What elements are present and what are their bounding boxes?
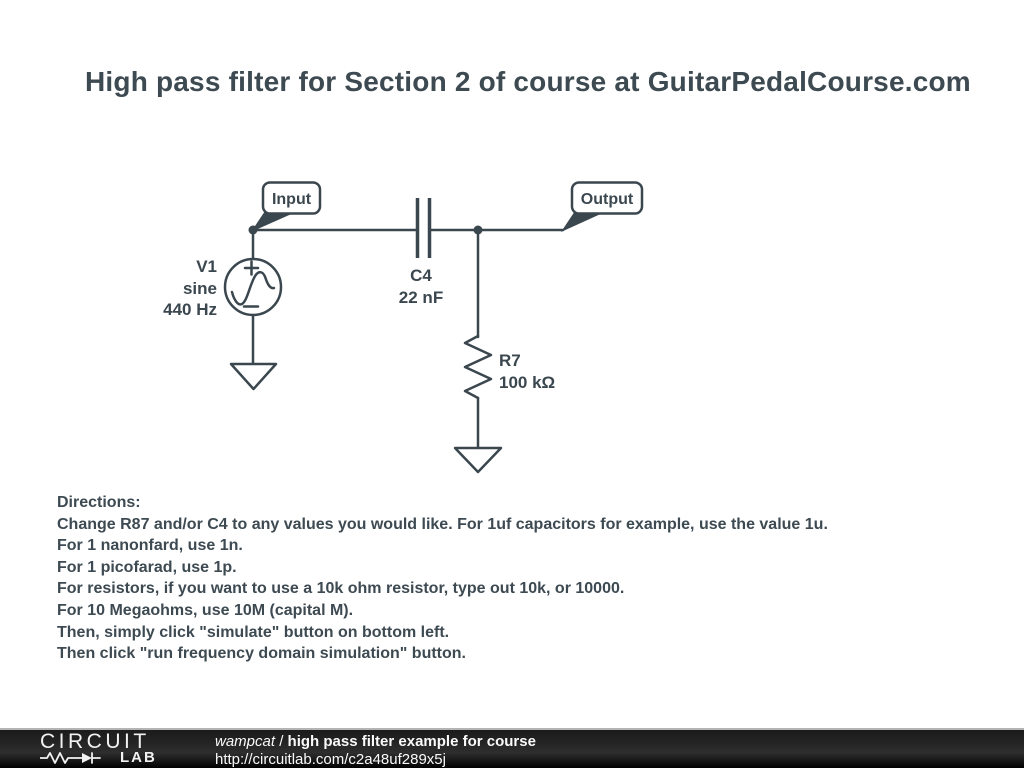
node-dot-output <box>474 226 483 235</box>
directions-line: Change R87 and/or C4 to any values you would like. For 1uf capacitors for example, use the value 1u. <box>57 515 828 533</box>
directions-line: Then, simply click "simulate" button on bottom left. <box>57 623 450 641</box>
resistor-value: 100 kΩ <box>499 373 556 392</box>
directions-line: For 1 nanonfard, use 1n. <box>57 537 243 555</box>
voltage-source-v1 <box>163 230 281 364</box>
source-frequency: 440 Hz <box>163 300 217 319</box>
directions-line: For 1 picofarad, use 1p. <box>57 558 237 576</box>
ground-icon-right <box>455 448 501 472</box>
footer-project-line <box>215 733 536 751</box>
resistor-r7 <box>465 230 555 448</box>
capacitor-value: 22 nF <box>398 288 444 307</box>
footer-bar <box>0 728 1024 768</box>
capacitor-c4 <box>399 198 443 307</box>
output-flag-label: Output <box>580 191 634 208</box>
input-flag <box>251 183 320 233</box>
ground-icon-left <box>231 364 276 389</box>
footer-text <box>215 733 536 768</box>
footer-url: http://circuitlab.com/c2a48uf289x5j <box>215 750 446 768</box>
source-waveform: sine <box>182 279 217 298</box>
circuitlab-logo <box>40 732 210 768</box>
page-title: High pass filter for Section 2 of course at GuitarPedalCourse.com <box>85 66 971 97</box>
directions-line: For resistors, if you want to use a 10k ohm resistor, type out 10k, or 10000. <box>57 580 625 598</box>
footer-author: wampcat <box>215 733 276 750</box>
source-designator: V1 <box>196 257 217 276</box>
resistor-designator: R7 <box>499 351 521 370</box>
directions-line: Then click "run frequency domain simulation" button. <box>57 645 466 663</box>
footer-divider: / <box>275 733 288 750</box>
directions-line: For 10 Megaohms, use 10M (capital M). <box>57 601 354 619</box>
circuitlab-logo-word-bottom: LAB <box>120 749 157 766</box>
output-flag <box>561 183 642 233</box>
input-flag-label: Input <box>271 191 312 208</box>
capacitor-designator: C4 <box>410 266 432 285</box>
directions-heading: Directions: <box>57 494 141 511</box>
resistor-zigzag <box>465 336 491 398</box>
directions-block <box>57 492 987 665</box>
footer-project-title: high pass filter example for course <box>287 733 536 750</box>
resistor-diode-icon <box>40 751 118 765</box>
circuitlab-logo-word-top: CIRCUIT <box>40 730 150 753</box>
